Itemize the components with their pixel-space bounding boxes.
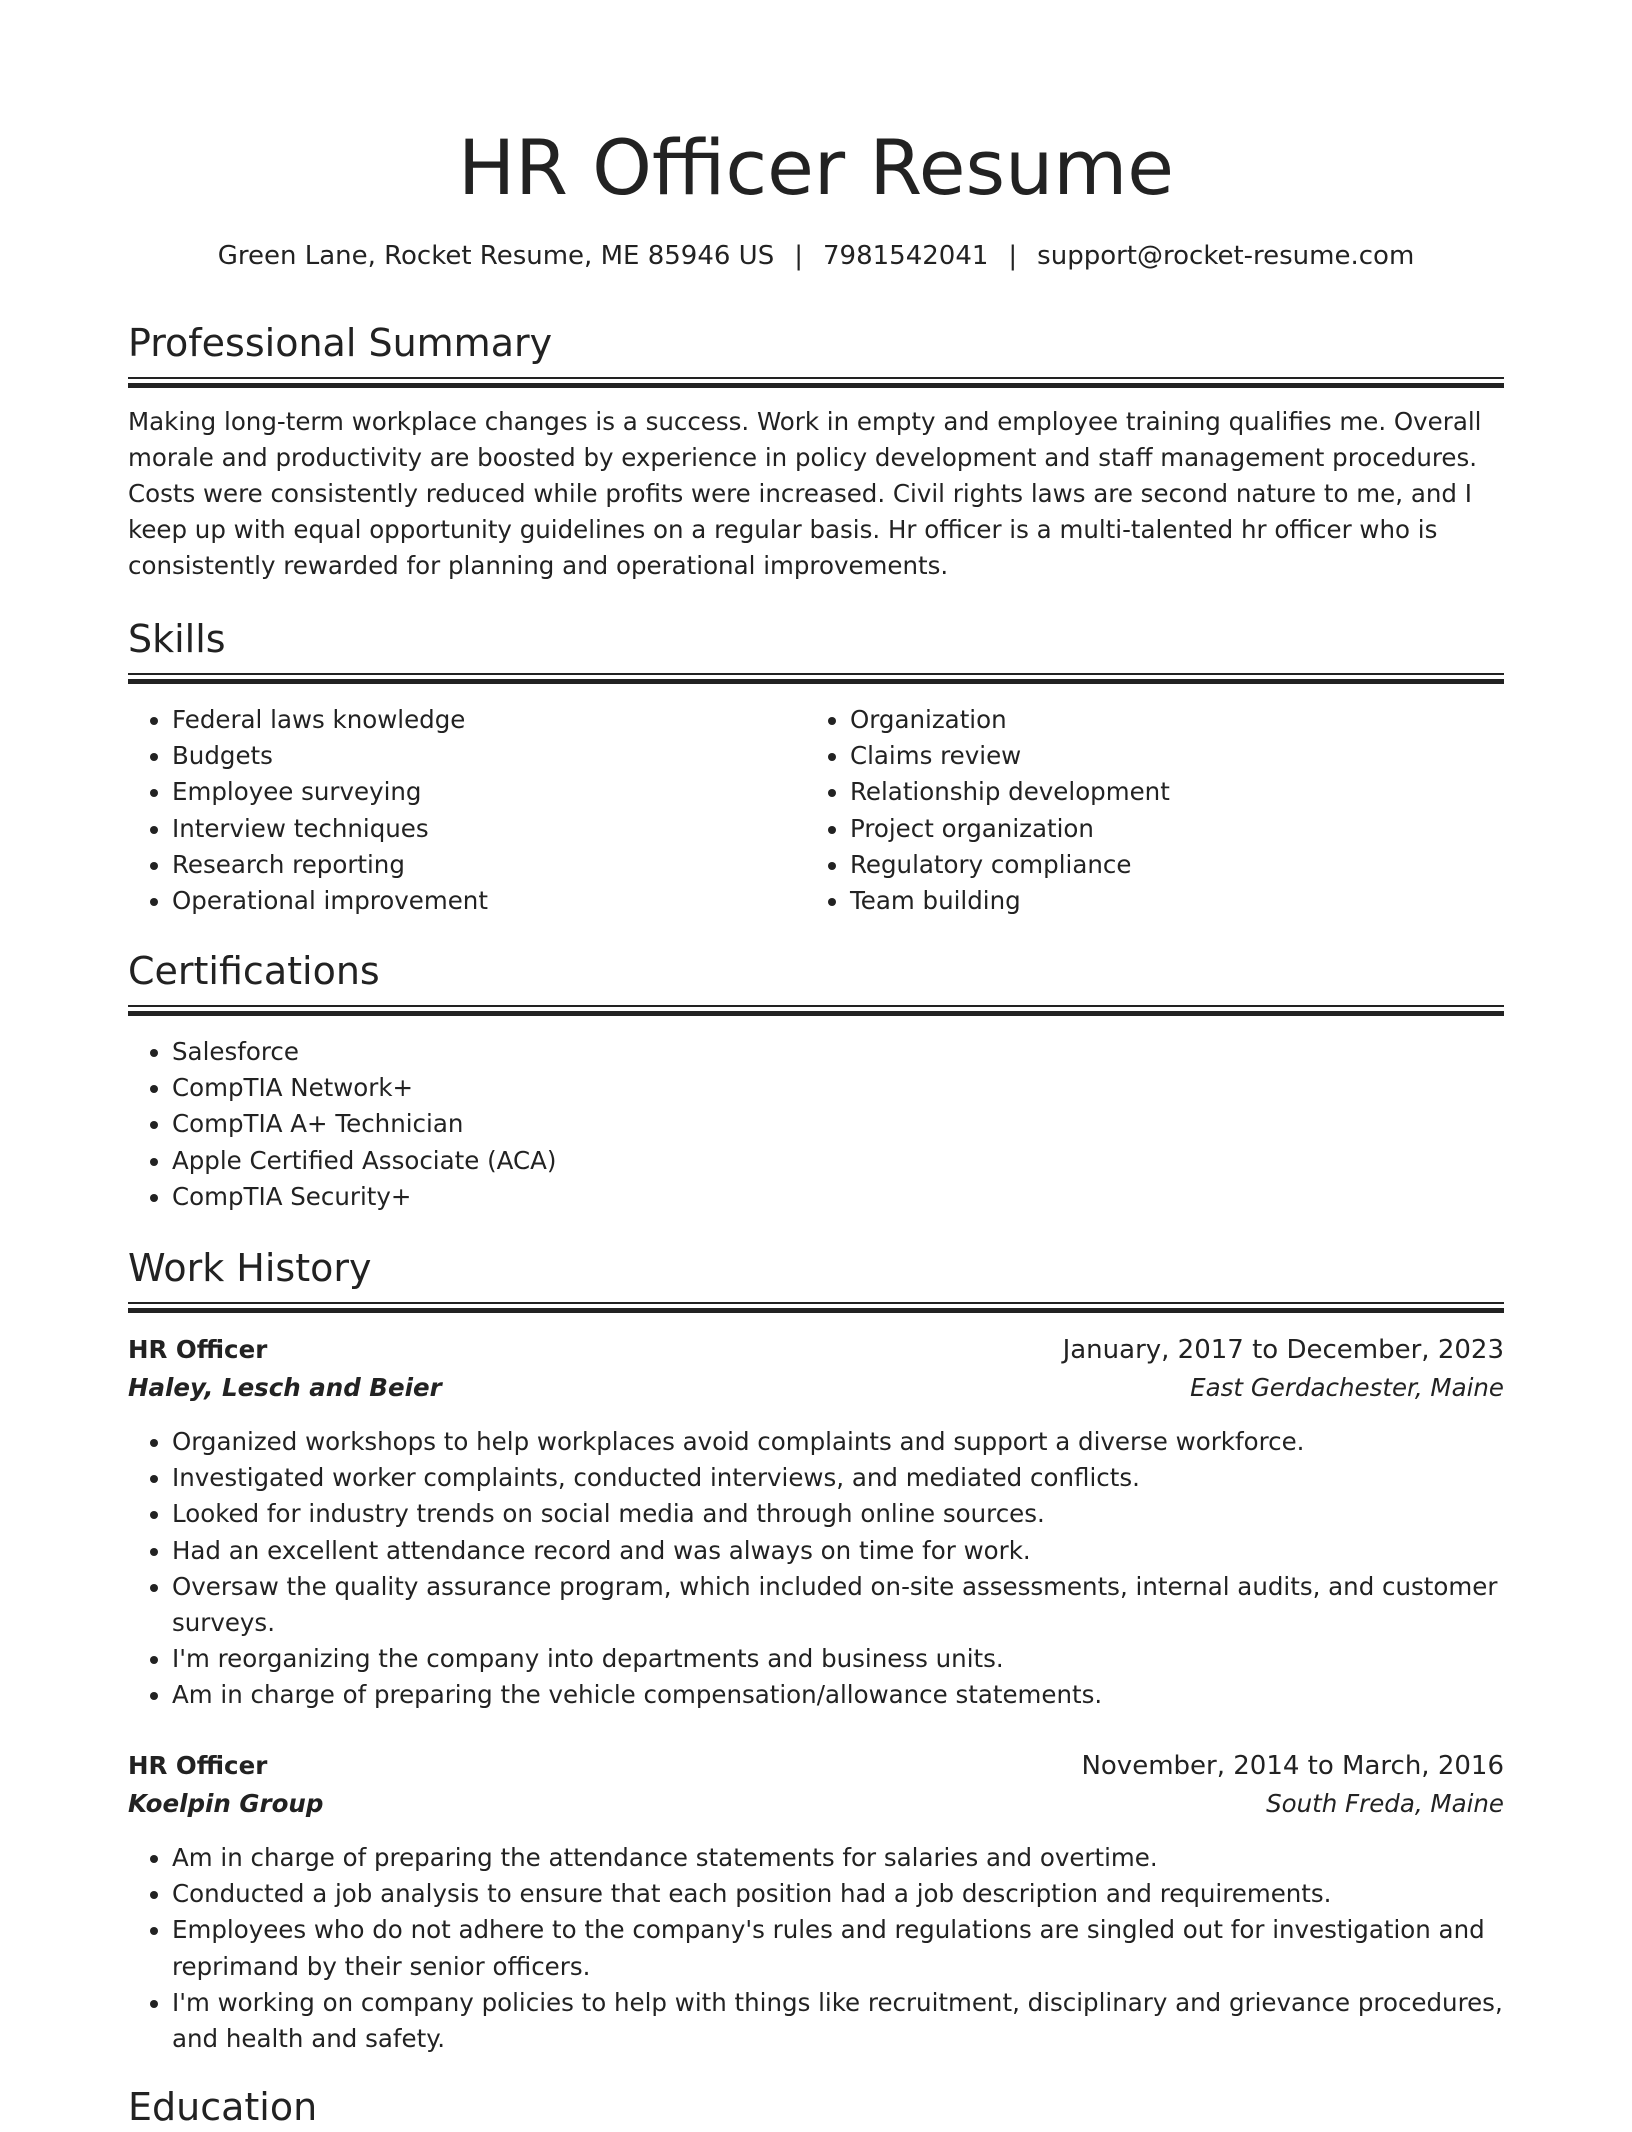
contact-email[interactable]: support@rocket-resume.com	[1037, 241, 1415, 271]
list-item: • Interview techniques	[172, 811, 802, 847]
list-item: • Project organization	[850, 811, 1504, 847]
list-item: • Salesforce	[172, 1034, 1504, 1070]
skills-list-left	[128, 702, 802, 919]
job-dates: January, 2017 to December, 2023	[1062, 1335, 1504, 1365]
list-item: • Federal laws knowledge	[172, 702, 802, 738]
job-duties-list	[128, 1424, 1504, 1714]
contact-phone: 7981542041	[822, 241, 989, 271]
job-company: Haley, Lesch and Beier	[128, 1373, 442, 1402]
list-item: • Research reporting	[172, 847, 802, 883]
list-item: • Regulatory compliance	[850, 847, 1504, 883]
list-item: • Employee surveying	[172, 774, 802, 810]
section-heading-work-history: Work History	[128, 1246, 372, 1290]
skills-list-right	[806, 702, 1504, 919]
list-item: • Apple Certified Associate (ACA)	[172, 1143, 1504, 1179]
list-item: • CompTIA Network+	[172, 1070, 1504, 1106]
list-item: • Operational improvement	[172, 883, 802, 919]
list-item: • Am in charge of preparing the vehicle compensation/allowance statements.	[172, 1677, 1504, 1713]
job-duties-list	[128, 1840, 1504, 2057]
job-location: South Freda, Maine	[1266, 1789, 1504, 1818]
section-divider	[128, 1302, 1504, 1313]
list-item: • Had an excellent attendance record and was always on time for work.	[172, 1533, 1504, 1569]
list-item: • I'm reorganizing the company into departments and business units.	[172, 1641, 1504, 1677]
job-title: HR Officer	[128, 1335, 268, 1364]
job-dates: November, 2014 to March, 2016	[1081, 1751, 1504, 1781]
list-item: • Team building	[850, 883, 1504, 919]
list-item: • CompTIA Security+	[172, 1179, 1504, 1215]
section-heading-certifications: Certifications	[128, 949, 380, 993]
summary-text: Making long-term workplace changes is a success. Work in empty and employee training qualifies me. Overall morale and productivity are boosted by experience in policy development and staff management procedures. Costs were consistently reduced while profits were increased. Civil rights laws are second nature to me, and I keep up with equal opportunity guidelines on a regular basis. Hr officer is a multi-talented hr officer who is consistently rewarded for planning and operational improvements.	[128, 407, 1482, 580]
list-item: • Employees who do not adhere to the company's rules and regulations are singled out for investigation and reprimand by their senior officers.	[172, 1912, 1504, 1984]
contact-separator: |	[794, 241, 803, 271]
certifications-list	[128, 1034, 1504, 1215]
job-title: HR Officer	[128, 1751, 268, 1780]
resume-page	[128, 0, 1504, 2129]
section-divider	[128, 673, 1504, 684]
job-company: Koelpin Group	[128, 1789, 324, 1818]
list-item: • Organized workshops to help workplaces avoid complaints and support a diverse workforce.	[172, 1424, 1504, 1460]
section-heading-education: Education	[128, 2085, 318, 2129]
list-item: • Budgets	[172, 738, 802, 774]
list-item: • I'm working on company policies to help with things like recruitment, disciplinary and grievance procedures, and health and safety.	[172, 1985, 1504, 2057]
list-item: • Conducted a job analysis to ensure that each position had a job description and requirements.	[172, 1876, 1504, 1912]
contact-address: Green Lane, Rocket Resume, ME 85946 US	[217, 241, 775, 271]
section-divider	[128, 1005, 1504, 1016]
section-heading-skills: Skills	[128, 617, 226, 661]
list-item: • CompTIA A+ Technician	[172, 1106, 1504, 1142]
resume-title: HR Officer Resume	[457, 123, 1175, 212]
list-item: • Organization	[850, 702, 1504, 738]
list-item: • Am in charge of preparing the attendance statements for salaries and overtime.	[172, 1840, 1504, 1876]
list-item: • Oversaw the quality assurance program, which included on-site assessments, internal audits, and customer surveys.	[172, 1569, 1504, 1641]
job-location: East Gerdachester, Maine	[1190, 1373, 1504, 1402]
contact-separator: |	[1008, 241, 1018, 271]
section-divider	[128, 377, 1504, 388]
list-item: • Looked for industry trends on social media and through online sources.	[172, 1496, 1504, 1532]
list-item: • Claims review	[850, 738, 1504, 774]
contact-line	[128, 236, 1504, 276]
list-item: • Investigated worker complaints, conducted interviews, and mediated conflicts.	[172, 1460, 1504, 1496]
list-item: • Relationship development	[850, 774, 1504, 810]
section-heading-summary: Professional Summary	[128, 321, 553, 365]
